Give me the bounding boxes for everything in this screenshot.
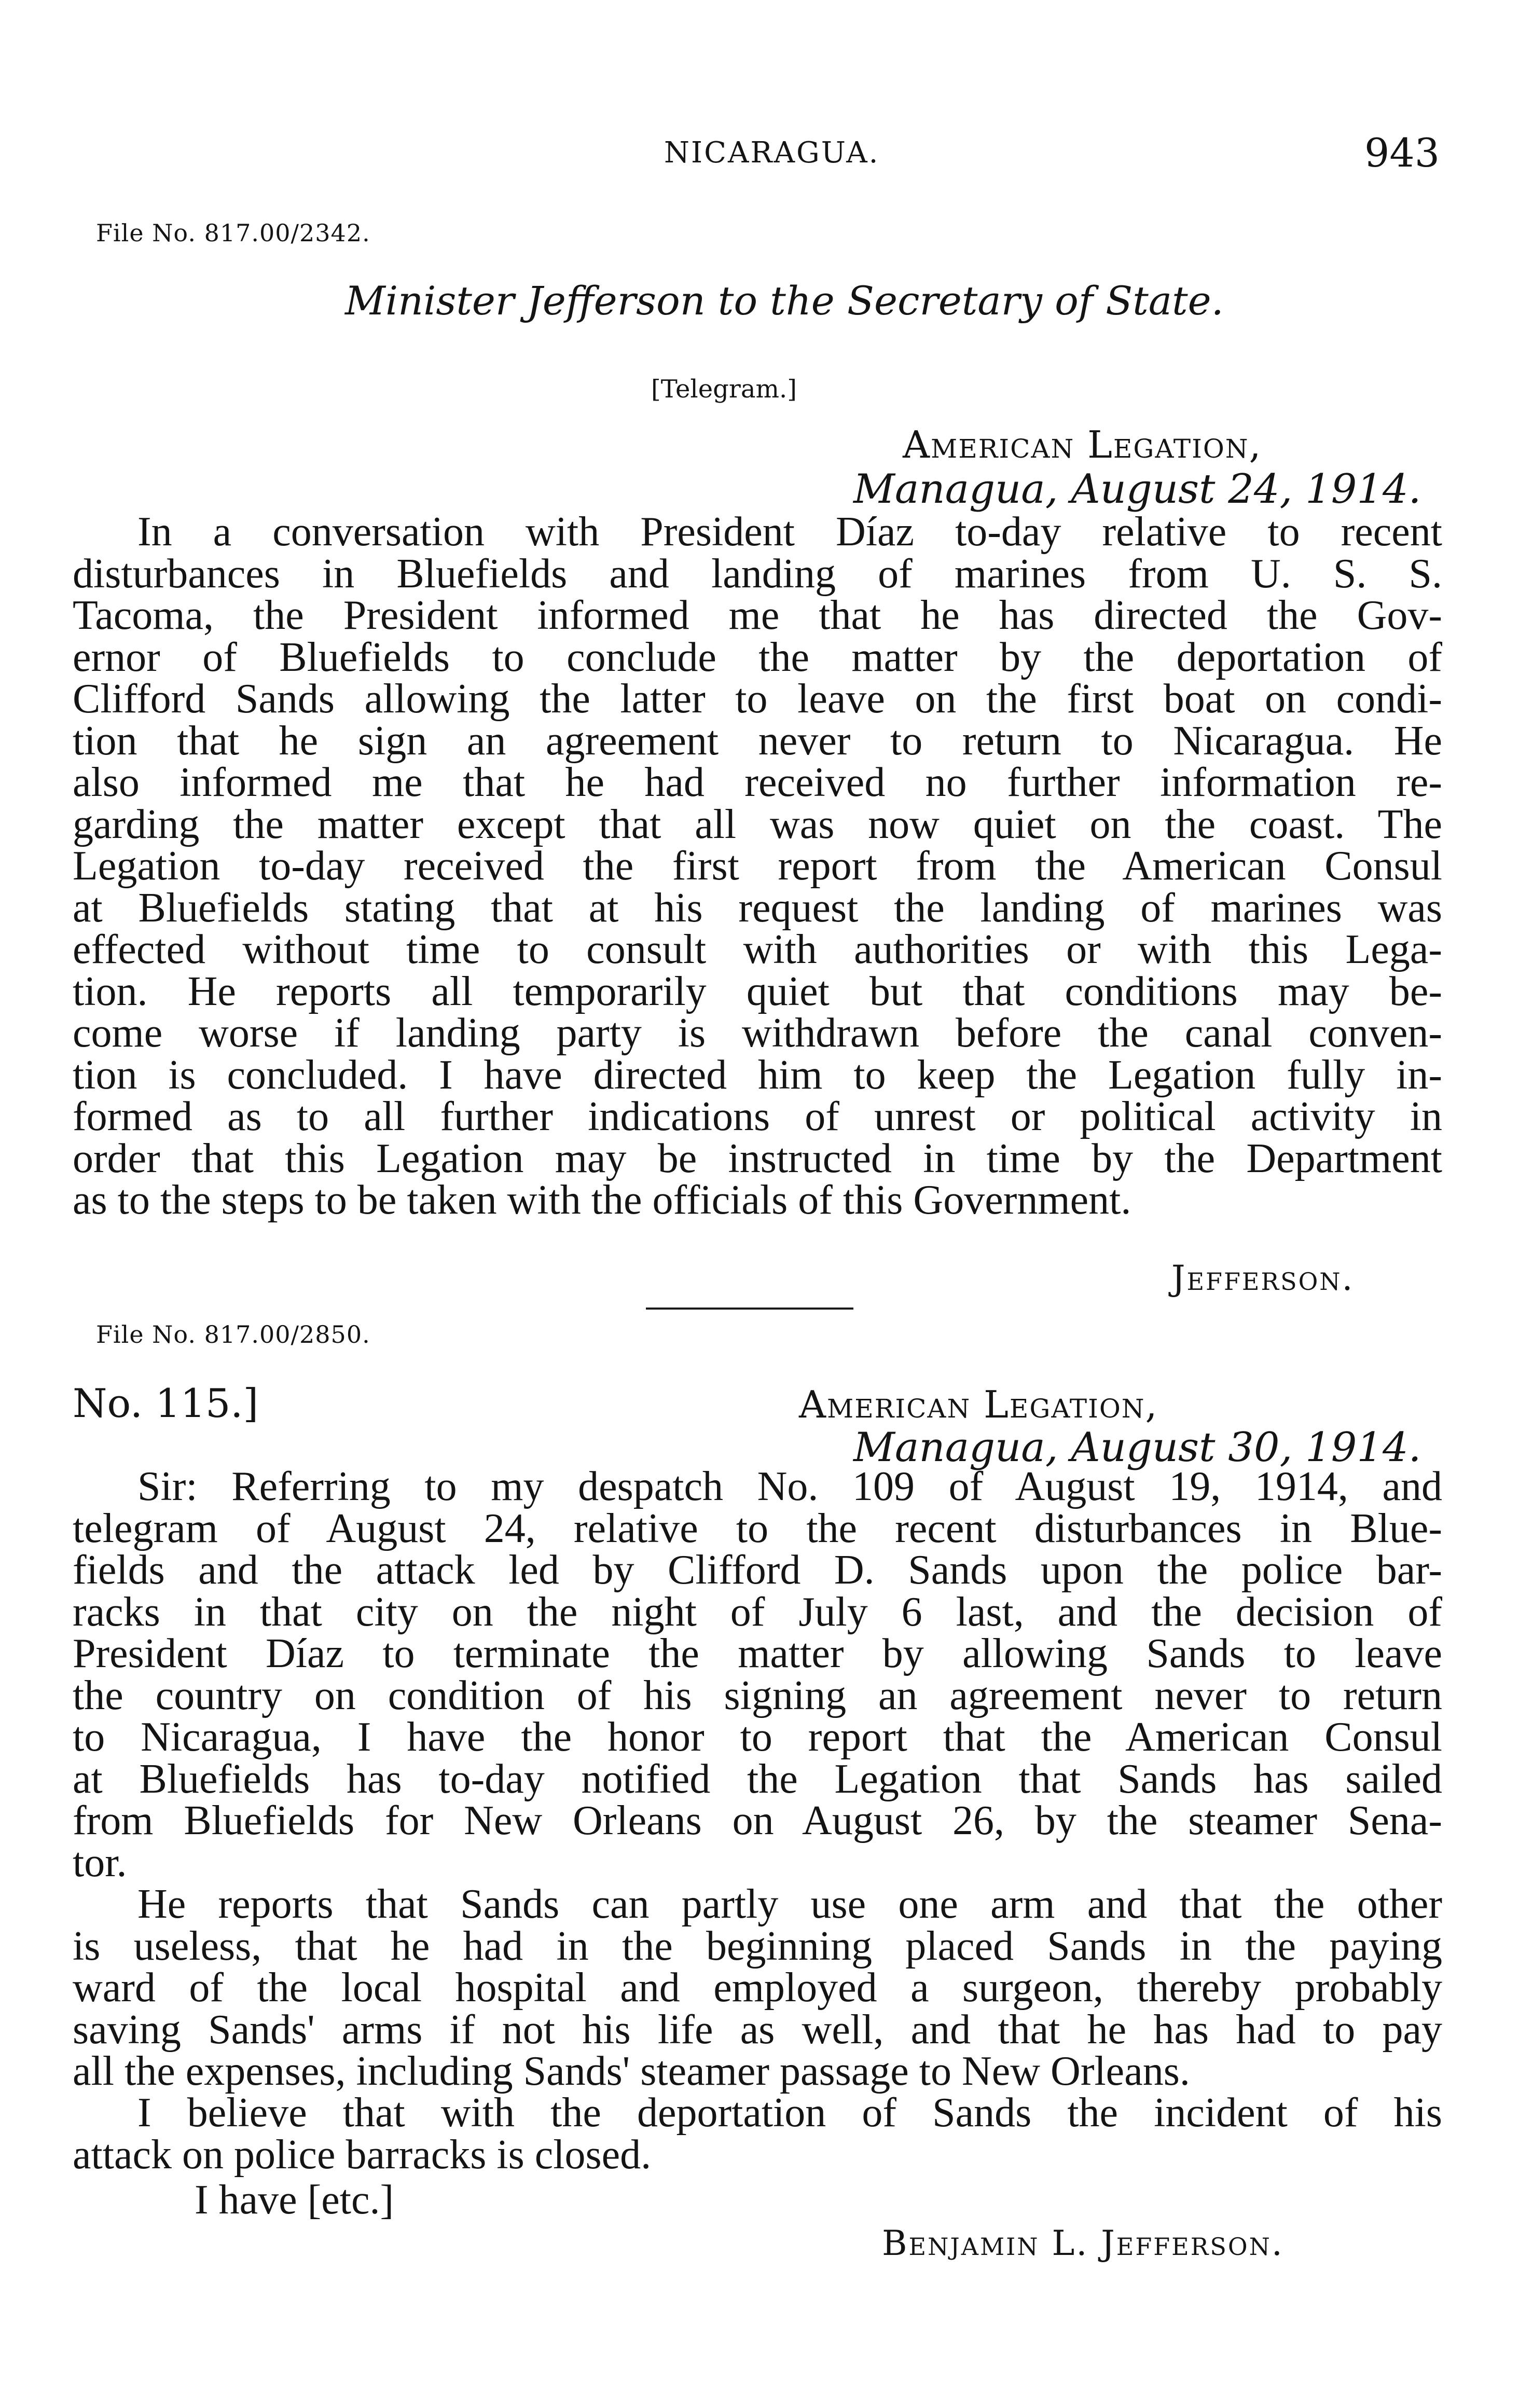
telegram-note: [Telegram.] — [651, 375, 797, 404]
text-line: to Nicaragua, I have the honor to report that the American Consul — [73, 1714, 1442, 1760]
dateline-2: Managua, August 30, 1914. — [853, 1424, 1421, 1471]
text-line: Legation to-day received the first report from the American Consul — [73, 843, 1442, 889]
text-line: President Díaz to terminate the matter by allowing Sands to leave — [73, 1631, 1442, 1676]
text-line: In a conversation with President Díaz to-day relative to recent — [137, 509, 1442, 555]
text-line: formed as to all further indications of unrest or political activity in — [73, 1094, 1442, 1139]
text-line: telegram of August 24, relative to the recent disturbances in Blue- — [73, 1505, 1442, 1551]
telegram-body — [73, 511, 1442, 1221]
document-heading: Minister Jefferson to the Secretary of State. — [345, 278, 1224, 324]
signature-1: Jefferson. — [1171, 1258, 1355, 1298]
signature-2: Benjamin L. Jefferson. — [882, 2223, 1284, 2263]
text-line: all the expenses, including Sands' steamer passage to New Orleans. — [73, 2048, 1190, 2094]
text-line: also informed me that he had received no further information re- — [73, 760, 1442, 805]
text-line: from Bluefields for New Orleans on August 26, by the steamer Sena- — [73, 1798, 1442, 1843]
text-line: at Bluefields has to-day notified the Legation that Sands has sailed — [73, 1756, 1442, 1802]
text-line: Sir: Referring to my despatch No. 109 of August 19, 1914, and — [137, 1464, 1442, 1509]
text-line: tor. — [73, 1839, 127, 1886]
text-line: is useless, that he had in the beginning placed Sands in the paying — [73, 1923, 1442, 1969]
closing-line: I have [etc.] — [195, 2177, 394, 2223]
legation-place-1: American Legation, — [903, 423, 1262, 466]
text-line: Tacoma, the President informed me that he has directed the Gov- — [73, 593, 1442, 638]
text-line: come worse if landing party is withdrawn before the canal conven- — [73, 1010, 1442, 1056]
running-head: NICARAGUA. — [664, 136, 880, 170]
text-line: order that this Legation may be instructed in time by the Department — [73, 1135, 1442, 1181]
text-line: He reports that Sands can partly use one arm and that the other — [137, 1881, 1442, 1927]
section-divider — [646, 1308, 853, 1310]
page-number: 943 — [1364, 130, 1440, 176]
dateline-1: Managua, August 24, 1914. — [853, 466, 1421, 513]
text-line: fields and the attack led by Clifford D. Sands upon the police bar- — [73, 1547, 1442, 1593]
despatch-paragraph-2 — [73, 1883, 1442, 2093]
text-line: tion. He reports all temporarily quiet but that conditions may be- — [73, 968, 1442, 1014]
text-line: racks in that city on the night of July 6 last, and the decision of — [73, 1589, 1442, 1635]
despatch-paragraph-1 — [73, 1464, 1442, 1886]
text-line: saving Sands' arms if not his life as well, and that he has had to pay — [73, 2006, 1442, 2053]
text-line: tion is concluded. I have directed him to keep the Legation fully in- — [73, 1052, 1442, 1098]
text-line: I believe that with the deportation of Sands the incident of his — [137, 2090, 1442, 2136]
text-line: tion that he sign an agreement never to return to Nicaragua. He — [73, 718, 1442, 764]
text-line: garding the matter except that all was now quiet on the coast. The — [73, 801, 1442, 847]
text-line: Clifford Sands allowing the latter to leave on the first boat on condi- — [73, 676, 1442, 722]
text-line: the country on condition of his signing an agreement never to return — [73, 1672, 1442, 1718]
text-line: ernor of Bluefields to conclude the matter by the deportation of — [73, 634, 1442, 680]
despatch-number: No. 115.] — [73, 1380, 259, 1426]
text-line: disturbances in Bluefields and landing of marines from U. S. S. — [73, 551, 1442, 597]
text-line: effected without time to consult with authorities or with this Lega- — [73, 927, 1442, 972]
file-number-2: File No. 817.00/2850. — [96, 1320, 370, 1349]
text-line: ward of the local hospital and employed a surgeon, thereby probably — [73, 1965, 1442, 2011]
legation-place-2: American Legation, — [799, 1383, 1158, 1426]
text-line: as to the steps to be taken with the officials of this Government. — [73, 1177, 1131, 1223]
text-line: at Bluefields stating that at his request the landing of marines was — [73, 885, 1442, 931]
file-number-1: File No. 817.00/2342. — [96, 219, 370, 247]
text-line: attack on police barracks is closed. — [73, 2131, 652, 2178]
despatch-paragraph-3 — [73, 2092, 1442, 2176]
